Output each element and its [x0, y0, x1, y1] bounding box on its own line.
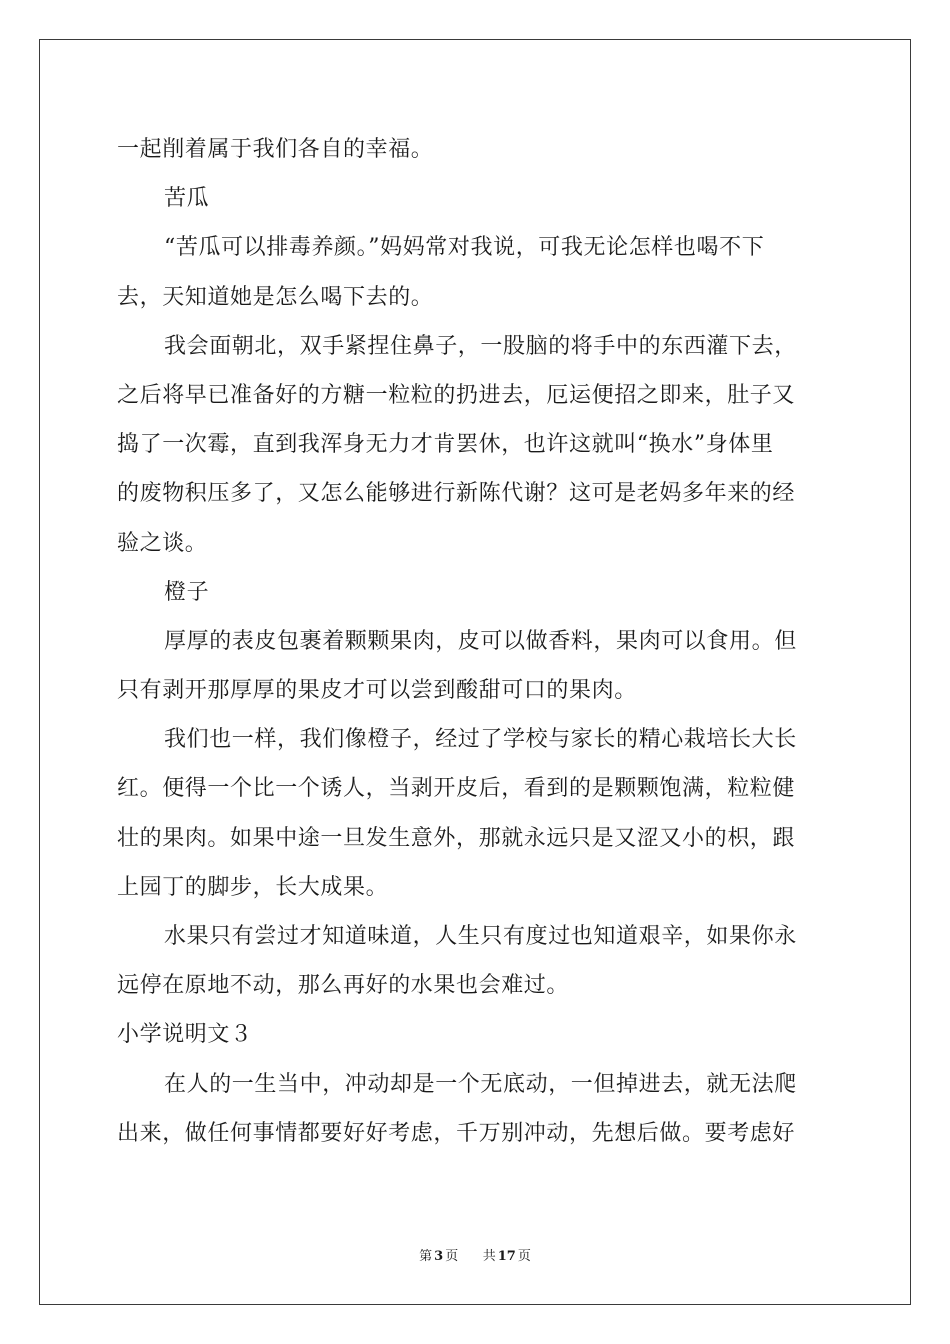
text-line: 上园丁的脚步，长大成果。 — [117, 874, 389, 900]
text-line: 的废物积压多了，又怎么能够进行新陈代谢？这可是老妈多年来的经 — [117, 481, 796, 507]
current-page-number: 3 — [434, 1249, 444, 1264]
text-line: 水果只有尝过才知道味道，人生只有度过也知道艰辛，如果你永 — [164, 924, 797, 949]
text-line: “苦瓜可以排毒养颜。”妈妈常对我说，可我无论怎样也喝不下 — [164, 235, 765, 261]
page-footer — [0, 1247, 950, 1267]
text-line: 之后将早已准备好的方糖一粒粒的扔进去，厄运便招之即来，肚子又 — [117, 382, 796, 408]
text-line: 厚厚的表皮包裹着颗颗果肉，皮可以做香料，果肉可以食用。但 — [164, 628, 797, 654]
text-line: 橙子 — [164, 579, 210, 605]
text-line: 一起削着属于我们各自的幸福。 — [117, 137, 434, 162]
text-line: 苦瓜 — [164, 186, 210, 212]
text-line: 我们也一样，我们像橙子，经过了学校与家长的精心栽培长大长 — [164, 727, 797, 753]
text-line: 我会面朝北，双手紧捏住鼻子，一股脑的将手中的东西灌下去， — [164, 333, 797, 359]
document-body — [117, 130, 833, 1163]
total-page-count: 17 — [497, 1249, 516, 1264]
text-line: 捣了一次霉，直到我浑身无力才肯罢休，也许这就叫“换水”身体里 — [117, 432, 774, 458]
text-line: 小学说明文３ — [117, 1022, 253, 1048]
text-line: 壮的果肉。如果中途一旦发生意外，那就永远只是又涩又小的枳，跟 — [117, 825, 796, 851]
text-line: 出来，做任何事情都要好好考虑，千万别冲动，先想后做。要考虑好 — [117, 1120, 796, 1146]
text-line: 验之谈。 — [117, 530, 208, 556]
total-pages-label: 共 17 页 — [482, 1249, 531, 1264]
text-line: 红。便得一个比一个诱人，当剥开皮后，看到的是颗颗饱满，粒粒健 — [117, 776, 796, 802]
page-number-label: 第 3 页 — [419, 1249, 459, 1264]
text-line: 去，天知道她是怎么喝下去的。 — [117, 284, 434, 310]
text-line: 远停在原地不动，那么再好的水果也会难过。 — [117, 973, 570, 999]
text-line: 只有剥开那厚厚的果皮才可以尝到酸甜可口的果肉。 — [117, 678, 637, 704]
text-line: 在人的一生当中，冲动却是一个无底动，一但掉进去，就无法爬 — [164, 1071, 797, 1097]
